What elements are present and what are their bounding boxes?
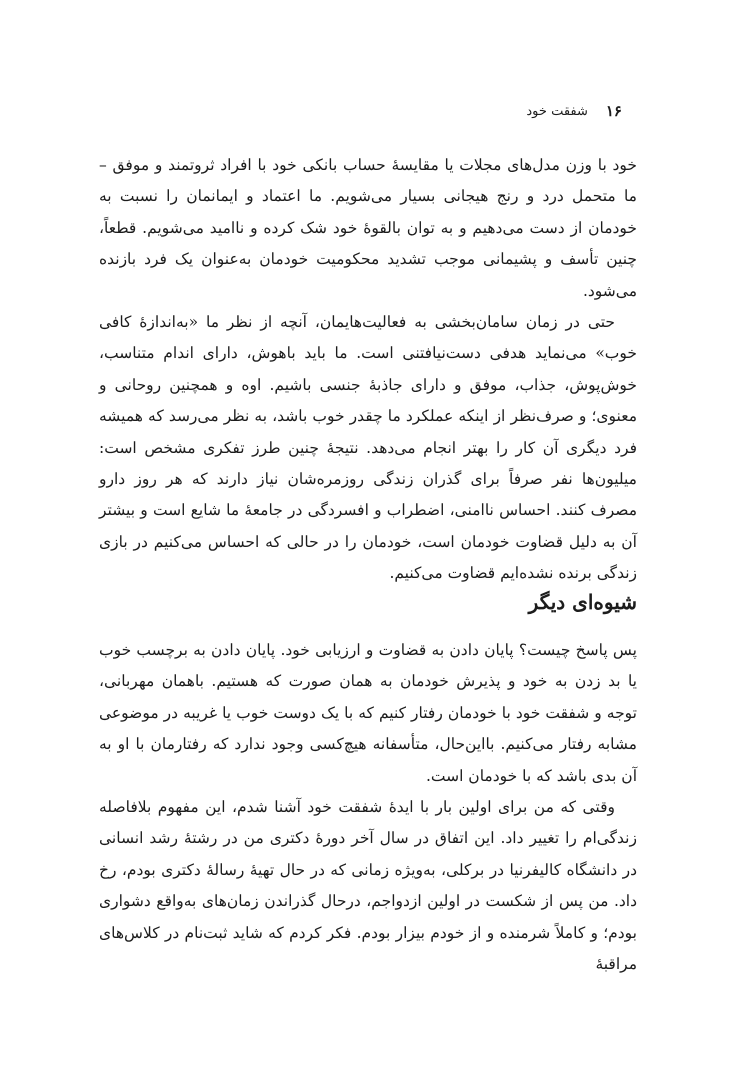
- paragraph: وقتی که من برای اولین بار با ایدهٔ شفقت خود آشنا شدم، این مفهوم بلافاصله زندگی‌ام را تغییر داد. این اتفاق در سال آخر دورهٔ دکتری من در رشتهٔ رشد انسانی در دانشگاه کالیفرنیا در برکلی، به‌ویژه زمانی که در حال تهیهٔ رسالهٔ دکتری بودم، رخ داد. من پس از شکست در اولین ازدواجم، درحال گذراندن زمان‌های به‌واقع دشواری بودم؛ و کاملاً شرمنده و از خودم بیزار بودم. فکر کردم که شاید ثبت‌نام در کلاس‌های مراقبهٔ: [99, 798, 637, 974]
- page-number: ۱۶: [605, 102, 622, 120]
- running-title: شفقت خود: [526, 103, 588, 119]
- body-text-section-1: [99, 150, 637, 590]
- paragraph: پس پاسخ چیست؟ پایان دادن به قضاوت و ارزیابی خود. پایان دادن به برچسب خوب یا بد زدن به خود و پذیرش خودمان به همان صورت که هستیم. باهمان مهربانی، توجه و شفقت خود با خودمان رفتار کنیم که با یک دوست خوب یا غریبه در موضوعی مشابه رفتار می‌کنیم. بااین‌حال، متأسفانه هیچ‌کسی وجود ندارد که رفتارمان با او به آن بدی باشد که با خودمان است.: [99, 641, 637, 785]
- body-text-section-2: [99, 635, 637, 980]
- section-heading: شیوه‌ای دیگر: [528, 590, 637, 614]
- paragraph: حتی در زمان سامان‌بخشی به فعالیت‌هایمان، آنچه از نظر ما «به‌اندازهٔ کافی خوب» می‌نماید هدفی دست‌نیافتنی است. ما باید باهوش، دارای اندام متناسب، خوش‌پوش، جذاب، موفق و دارای جاذبهٔ جنسی باشیم. اوه و همچنین روحانی و معنوی؛ و صرف‌نظر از اینکه عملکرد ما چقدر خوب باشد، به نظر می‌رسد که همیشه فرد دیگری آن کار را بهتر انجام می‌دهد. نتیجهٔ چنین طرز تفکری مشخص است: میلیون‌ها نفر صرفاً برای گذران زندگی روزمره‌شان نیاز دارند که هر روز دارو مصرف کنند. احساس ناامنی، اضطراب و افسردگی در جامعهٔ ما شایع است و بیشتر آن به دلیل قضاوت خودمان است، خودمان را در حالی که احساس می‌کنیم در بازی زندگی برنده نشده‌ایم قضاوت می‌کنیم.: [99, 313, 637, 583]
- running-header: [106, 100, 622, 122]
- paragraph: خود با وزن مدل‌های مجلات یا مقایسهٔ حساب بانکی خود با افراد ثروتمند و موفق – ما متحمل درد و رنج هیجانی بسیار می‌شویم. ما اعتماد و ایمانمان را نسبت به خودمان از دست می‌دهیم و به توان بالقوهٔ خود شک کرده و ناامید می‌شویم. قطعاً، چنین تأسف و پشیمانی موجب تشدید محکومیت خودمان به‌عنوان یک فرد بازنده می‌شود.: [99, 156, 637, 300]
